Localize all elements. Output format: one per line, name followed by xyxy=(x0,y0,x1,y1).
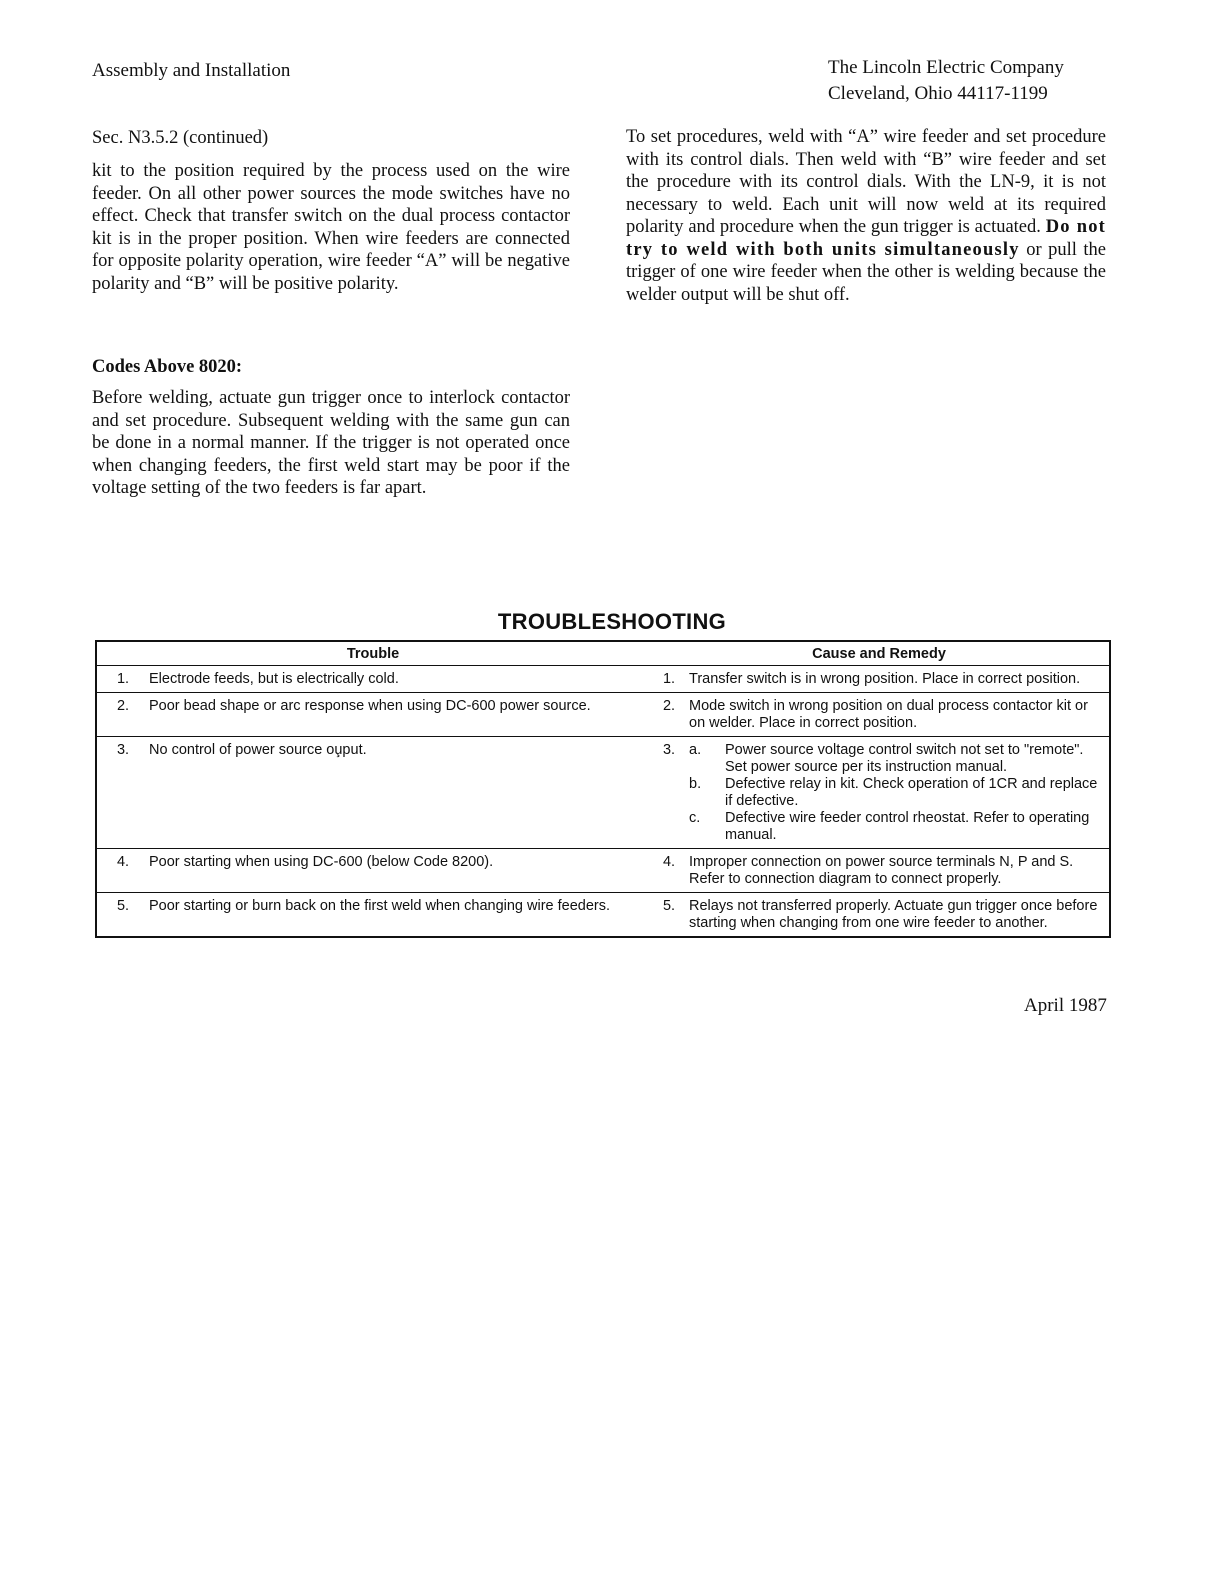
remedy-text: Transfer switch is in wrong position. Place in correct position. xyxy=(689,666,1110,693)
table-header-row xyxy=(96,641,1110,666)
subitem-text: Power source voltage control switch not set to "remote". Set power source per its instruction manual. xyxy=(725,742,1084,775)
col-header-trouble: Trouble xyxy=(96,641,649,666)
trouble-number: 3. xyxy=(96,737,149,849)
left-paragraph-1: kit to the position required by the process used on the wire feeder. On all other power sources the mode switches have no effect. Check that transfer switch on the dual process contactor kit is in the proper position. When wire feeders are connected for opposite polarity operation, wire feeder “A” will be negative polarity and “B” will be positive polarity. xyxy=(92,161,570,294)
table-row xyxy=(96,666,1110,693)
table-row xyxy=(96,737,1110,849)
header-company-block xyxy=(828,55,1118,107)
troubleshooting-table xyxy=(95,640,1111,938)
company-address: Cleveland, Ohio 44117-1199 xyxy=(828,83,1048,104)
subitem-letter: c. xyxy=(689,810,701,826)
subitem-text: Defective wire feeder control rheostat. Refer to operating manual. xyxy=(725,810,1090,843)
footer-date: April 1987 xyxy=(1024,995,1107,1016)
col-header-remedy: Cause and Remedy xyxy=(649,641,1110,666)
trouble-text: Poor starting when using DC-600 (below Code 8200). xyxy=(149,849,649,893)
trouble-text: No control of power source ou̧put. xyxy=(149,737,649,849)
remedy-subitem xyxy=(689,742,1105,776)
subitem-text: Defective relay in kit. Check operation of 1CR and replace if defective. xyxy=(725,776,1098,809)
table-row xyxy=(96,849,1110,893)
remedy-number: 2. xyxy=(649,693,689,737)
table-row xyxy=(96,893,1110,938)
trouble-number: 4. xyxy=(96,849,149,893)
remedy-subitem xyxy=(689,810,1105,844)
header-section-title: Assembly and Installation xyxy=(92,60,291,81)
trouble-number: 5. xyxy=(116,898,130,914)
company-name: The Lincoln Electric Company xyxy=(828,57,1064,78)
remedy-subitems xyxy=(689,737,1110,849)
trouble-number: 2. xyxy=(96,693,149,737)
trouble-text: Electrode feeds, but is electrically cold. xyxy=(149,666,649,693)
left-paragraph-2: Before welding, actuate gun trigger once to interlock contactor and set procedure. Subsequent welding with the same gun can be done in a normal manner. If the trigger is not operated once when changing feeders, the first weld start may be poor if the voltage setting of the two feeders is far apart. xyxy=(92,388,570,498)
codes-heading: Codes Above 8020: xyxy=(92,357,243,377)
section-label: Sec. N3.5.2 (continued) xyxy=(92,128,269,148)
remedy-text: Mode switch in wrong position on dual process contactor kit or on welder. Place in correct position. xyxy=(689,693,1110,737)
trouble-text: Poor starting or burn back on the first weld when changing wire feeders. xyxy=(149,898,611,914)
subitem-letter: b. xyxy=(689,776,702,792)
right-text-after: or pull the trigger of one wire feeder when the other is welding because the welder output will be shut off. xyxy=(626,239,1106,305)
remedy-text: Relays not transferred properly. Actuate gun trigger once before starting when changing from one wire feeder to another. xyxy=(689,898,1098,931)
remedy-number: 5. xyxy=(662,898,676,914)
trouble-number: 1. xyxy=(96,666,149,693)
trouble-text: Poor bead shape or arc response when using DC-600 power source. xyxy=(149,693,649,737)
subitem-letter: a. xyxy=(689,742,702,758)
remedy-subitem xyxy=(689,776,1105,810)
remedy-number: 4. xyxy=(649,849,689,893)
right-paragraph xyxy=(626,126,1106,306)
remedy-text: Improper connection on power source terminals N, P and S. Refer to connection diagram to connect properly. xyxy=(689,849,1110,893)
right-bold-warning: Do not try to weld with both units simultaneously xyxy=(626,217,1107,260)
remedy-number: 3. xyxy=(649,737,689,849)
table-row xyxy=(96,693,1110,737)
right-text-before: To set procedures, weld with “A” wire feeder and set procedure with its control dials. Then weld with “B” wire feeder and set the procedure with its control dials. With the LN-9, it is not necessary to weld. Each unit will now weld at its required polarity and procedure when the gun trigger is actuated. xyxy=(626,127,1106,237)
remedy-number: 1. xyxy=(649,666,689,693)
troubleshooting-title: TROUBLESHOOTING xyxy=(497,609,727,634)
